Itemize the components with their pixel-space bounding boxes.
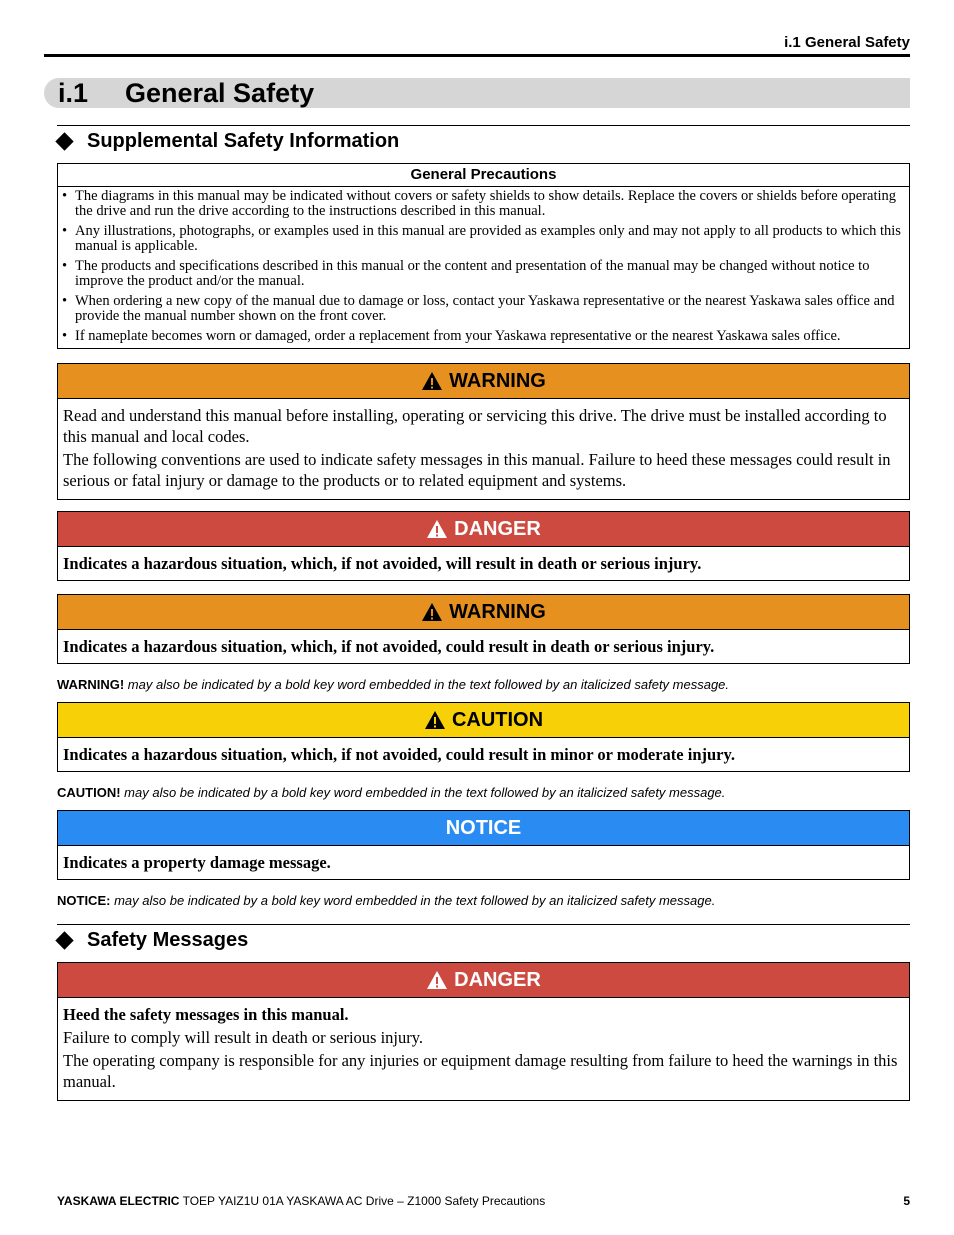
subsection-heading-supplemental — [57, 129, 399, 153]
note-message: may also be indicated by a bold key word embedded in the text followed by an italicized safety message. — [114, 893, 716, 908]
danger-body: Indicates a hazardous situation, which, if not avoided, will result in death or serious injury. — [63, 554, 702, 573]
section-title: General Safety — [125, 78, 315, 108]
notice-label: NOTICE — [445, 816, 522, 839]
danger-body — [58, 998, 909, 1100]
caution-note — [57, 785, 725, 800]
danger-header — [58, 512, 909, 547]
notice-body: Indicates a property damage message. — [63, 853, 331, 872]
note-keyword: NOTICE: — [57, 893, 111, 908]
diamond-bullet-icon — [55, 931, 73, 949]
warning-note — [57, 677, 729, 692]
warning-label: WARNING — [449, 600, 546, 623]
footer-document-title: TOEP YAIZ1U 01A YASKAWA AC Drive – Z1000 Safety Precautions — [182, 1194, 546, 1208]
page-number: 5 — [903, 1194, 910, 1208]
note-message: may also be indicated by a bold key word embedded in the text followed by an italicized safety message. — [127, 677, 730, 692]
diamond-bullet-icon — [55, 132, 73, 150]
subsection-title: Safety Messages — [87, 928, 249, 951]
divider — [57, 924, 910, 925]
danger-definition-box — [57, 511, 910, 581]
list-item: • If nameplate becomes worn or damaged, order a replacement from your Yaskawa representative or the nearest Yaskawa sales office. — [58, 329, 907, 344]
caution-header — [58, 703, 909, 738]
danger-paragraph: The operating company is responsible for any injuries or equipment damage resulting from failure to heed the warnings in this manual. — [63, 1051, 898, 1091]
warning-body: Indicates a hazardous situation, which, if not avoided, could result in death or serious injury. — [63, 637, 715, 656]
note-keyword: WARNING! — [57, 677, 125, 692]
warning-body — [58, 399, 909, 499]
note-message: may also be indicated by a bold key word embedded in the text followed by an italicized safety message. — [124, 785, 726, 800]
notice-note — [57, 893, 715, 908]
warning-paragraph: Read and understand this manual before installing, operating or servicing this drive. The drive must be installed according to this manual and local codes. — [63, 406, 887, 446]
danger-label: DANGER — [454, 968, 541, 991]
list-item: • Any illustrations, photographs, or examples used in this manual are provided as examples only and may not apply to all products to which this manual is applicable. — [58, 224, 907, 254]
danger-label: DANGER — [454, 517, 541, 540]
warning-header — [58, 595, 909, 630]
header-rule — [44, 54, 910, 57]
note-keyword: CAUTION! — [57, 785, 121, 800]
precautions-list — [58, 187, 909, 348]
running-header: i.1 General Safety — [784, 34, 910, 51]
danger-header — [58, 963, 909, 998]
list-item: • The diagrams in this manual may be indicated without covers or safety shields to show details. Replace the covers or shields before operating the drive and run the drive according to the instructions described in this manual. — [58, 189, 907, 219]
danger-bold-line: Heed the safety messages in this manual. — [63, 1005, 349, 1024]
subsection-title: Supplemental Safety Information — [87, 129, 400, 152]
section-number: i.1 — [58, 78, 89, 108]
warning-paragraph: The following conventions are used to indicate safety messages in this manual. Failure to heed these messages could result in serious or fatal injury or damage to the products or to related equipment and systems. — [63, 450, 891, 490]
list-item: • The products and specifications described in this manual or the content and presentation of the manual may be changed without notice to improve the product and/or the manual. — [58, 259, 907, 289]
warning-definition-box — [57, 594, 910, 664]
general-precautions-table — [57, 163, 910, 349]
subsection-heading-safety-messages — [57, 928, 248, 952]
warning-label: WARNING — [449, 369, 546, 392]
caution-body: Indicates a hazardous situation, which, if not avoided, could result in minor or moderate injury. — [63, 745, 735, 764]
warning-triangle-icon — [426, 519, 448, 539]
table-header: General Precautions — [58, 164, 909, 187]
footer-brand: YASKAWA ELECTRIC — [57, 1194, 180, 1208]
notice-header — [58, 811, 909, 846]
divider — [57, 125, 910, 126]
list-item: • When ordering a new copy of the manual due to damage or loss, contact your Yaskawa representative or the nearest Yaskawa sales office and provide the manual number shown on the front cover. — [58, 294, 907, 324]
safety-messages-danger-box — [57, 962, 910, 1101]
caution-label: CAUTION — [451, 708, 544, 731]
section-title-bar — [44, 78, 910, 108]
warning-triangle-icon — [421, 371, 443, 391]
warning-triangle-icon — [426, 970, 448, 990]
caution-definition-box — [57, 702, 910, 772]
warning-triangle-icon — [424, 710, 446, 730]
page-footer — [57, 1194, 910, 1208]
warning-triangle-icon — [421, 602, 443, 622]
warning-intro-box — [57, 363, 910, 500]
warning-header — [58, 364, 909, 399]
notice-definition-box — [57, 810, 910, 880]
danger-paragraph: Failure to comply will result in death or serious injury. — [63, 1028, 424, 1047]
